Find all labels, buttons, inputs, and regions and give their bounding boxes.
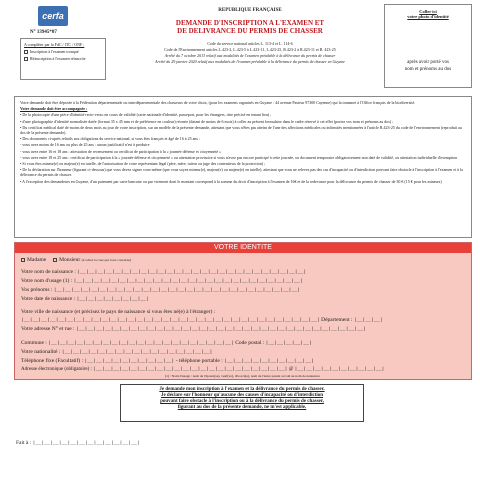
notice-item: - vous avez entre 18 et 25 ans : certificat de participation à la « journée défense et citoyenneté » ou attestation provisoire si vous n'avez pas encore participé à cette journée, ou document temporaire obligatoirement non daté de validité, ou attestation individuelle d'exemption bbox=[20, 154, 458, 160]
notice-item: - vous avez entre 16 et 18 ans : attestation de recensement ou certificat de participation à la « journée défense et citoyenneté » bbox=[20, 148, 222, 154]
identity-title: VOTRE IDENTITE bbox=[15, 243, 471, 253]
form-header bbox=[120, 8, 380, 65]
cerfa-number: N° 13945*07 bbox=[30, 30, 57, 35]
notice-item: - vous avez moins de 16 ans ou plus de 25 ans : aucun justificatif n'est à produire bbox=[20, 142, 150, 148]
republic-label: REPUBLIQUE FRANÇAISE bbox=[218, 8, 282, 13]
field-email[interactable]: Adresse électronique (obligatoire) : |__|__|__|__|__|__|__|__|__|__|__|__|__|__|__|__|__|__|__|__|__|__| @ |__|__|__|__|__|__|__|__|__|__| bbox=[21, 367, 385, 372]
notice-item: • Des documents ci-après relatifs aux obligations du service national, si vous êtes français et âgé de 16 à 25 ans : bbox=[20, 136, 201, 142]
gender-row: Madame Monsieur (Cochez la case qui vous concerne) bbox=[21, 257, 131, 263]
nom-usage-note: (1) : Nom d'usage : nom de l'époux(se), veuf(ve), divorcé(e), nom de l'autre parent accolé au nom de naissance bbox=[165, 374, 320, 378]
ville-naissance-boxes[interactable]: |__|__|__|__|__|__|__|__|__|__|__|__|__|__|__|__|__|__|__|__|__|__|__|__|__|__|__|__|__|__|__|__|__|__| Département : |__|__|__| bbox=[21, 317, 383, 323]
field-commune[interactable]: Commune : |__|__|__|__|__|__|__|__|__|__|__|__|__|__|__|__|__|__|__|__|__| Code postal : |__|__|__|__|__| bbox=[21, 340, 313, 346]
checkbox-monsieur[interactable] bbox=[53, 258, 57, 262]
notice-item: • Si vous êtes mineur(e) ou majeur(e) en tutelle, de l'autorisation de votre représentant légal (père, mère, tuteur ou juge des contentieux de la protection) ; bbox=[20, 161, 266, 167]
field-telephone[interactable]: Téléphone fixe (Facultatif) : |__|__|__|__|__|__|__|__|__|__| - téléphone portable : |__|__|__|__|__|__|__|__|__|__| bbox=[21, 358, 315, 364]
field-nom-usage[interactable]: Votre nom d'usage (1) : |__|__|__|__|__|__|__|__|__|__|__|__|__|__|__|__|__|__|__|__|__|__|__|__|__|__| bbox=[21, 278, 303, 284]
declaration-box: Je demande mon inscription à l'examen et la délivrance du permis de chasser. Je déclare sur l'honneur qu'aucune des causes d'incapacité ou d'interdiction pouvant faire obstacle à l'inscription ou à la délivrance du permis de chasser, figurant au dos de la présente demande, ne m'est applicable. bbox=[120, 384, 364, 422]
field-ville-naissance[interactable]: Votre ville de naissance (et précisez le pays de naissance si vous êtes né(e) à l'étranger) : bbox=[21, 309, 216, 315]
identity-section bbox=[14, 242, 472, 380]
notice-accompany: Votre demande doit être accompagnée : bbox=[20, 106, 88, 112]
photo-instructions: après avoir porté vos nom et prénoms au dos bbox=[404, 60, 452, 72]
field-date-naissance[interactable]: Votre date de naissance : |__|__|__|__|__|__|__|__| bbox=[21, 296, 150, 302]
notice-item: • d'une photographie d'identité normalisée datée (format 35 x 45 mm et de préférence en couleur) récente (datant de moins de 6 mois) à coller au présent formulaire dans le cadre réservé à cet effet (portez vos nom et prénoms au dos) ; bbox=[20, 118, 394, 124]
fdc-checkbox-panel bbox=[20, 38, 106, 80]
photo-box[interactable]: Coller ici votre photo d'identité après avoir porté vos nom et prénoms au dos bbox=[384, 4, 472, 88]
check-reinscription[interactable]: Réinscription à l'examen réinscrite bbox=[24, 55, 102, 62]
checkbox-reinscription[interactable] bbox=[24, 57, 28, 61]
notice-item: • De la photocopie d'une pièce d'identité recto-verso en cours de validité (carte nationale d'identité, passeport, pour les étrangers, titre précisé en tenant lieu) ; bbox=[20, 112, 272, 118]
legal-codes: Code du service national articles L. 113-4 et L. 114-6 Code de l'Environnement articles L.423-2, L.423-5 à L.423-11, L.423-25, R.423-2 à R.423-11 et R. 423-25 Arrêté du 7 octobre 2013 relatif aux modalités de l'examen préalable à la délivrance du permis de chasser Arrêté du 29 janvier 2020 relatif aux modalités de l'examen préalable à la délivrance du permis de chasser en Guyane bbox=[155, 41, 345, 64]
checkbox-inscription[interactable] bbox=[24, 50, 28, 54]
field-prenoms[interactable]: Vos prénoms : |__|__|__|__|__|__|__|__|__|__|__|__|__|__|__|__|__|__|__|__|__|__|__|__|__|__|__|__| bbox=[21, 287, 301, 293]
field-nom-naissance[interactable]: Votre nom de naissance : |__|__|__|__|__|__|__|__|__|__|__|__|__|__|__|__|__|__|__|__|__|__|__|__|__|__| bbox=[21, 269, 307, 275]
check-inscription[interactable]: Inscription à l'examen tronqué bbox=[24, 48, 102, 55]
notice-intro: Votre demande doit être déposée à la Fédération départementale ou interdépartementale des chasseurs de votre choix, (pour les examens organisés en Guyane : 44 avenue Pasteur 97300 Cayenne) qui la transmet à l'Office français de la biodiversité. bbox=[20, 100, 416, 105]
notice-item: • Du certificat médical daté de moins de deux mois au jour de votre inscription, sur un modèle de la présente demande, attestant que vous n'êtes pas atteint de l'une des affections médicales ou infirmités mentionnées à l'article R.423-25 du code de l'environnement (reproduit au dos de la présente demande). bbox=[20, 124, 462, 136]
form-title: DEMANDE D'INSCRIPTION A L'EXAMEN ET DE DELIVRANCE DU PERMIS DE CHASSER bbox=[175, 19, 325, 35]
field-adresse[interactable]: Votre adresse N° et rue : |__|__|__|__|__|__|__|__|__|__|__|__|__|__|__|__|__|__|__|__|__|__|__|__|__|__|__|__|__|__|__|__|__| bbox=[21, 326, 366, 332]
cerfa-logo: cerfa bbox=[38, 6, 68, 26]
notice-item: • De la déclaration sur l'honneur (figurant ci-dessous) que vous devez signer vous-même (que vous soyez mineur(e), majeur(e) ou majeur(e) en tutelle), attestant que vous ne relevez pas des cas d'incapacité ou d'interdiction pouvant faire obstacle à l'inscription à l'examen et à la délivrance du permis de chasser. bbox=[20, 167, 463, 178]
checks-header: A compléter par la FdC / ITC / ONF : bbox=[24, 42, 85, 47]
field-nationalite[interactable]: Votre nationalité : |__|__|__|__|__|__|__|__|__|__|__|__|__|__|__|__|__| bbox=[21, 349, 213, 355]
instructions-box bbox=[14, 96, 472, 238]
checkbox-madame[interactable] bbox=[21, 258, 25, 262]
notice-item: • A l'exception des demandeurs en Guyane, d'un paiement par carte bancaire ou par virement dont le montant correspond à la somme du droit d'inscription à l'examen de 16€ et de la redevance pour la délivrance du permis de chasser de 30 € (15 € pour les mineurs) bbox=[20, 178, 442, 184]
fait-a-field[interactable]: Fait à : |__|__|__|__|__|__|__|__|__|__|__|__| bbox=[16, 440, 140, 446]
